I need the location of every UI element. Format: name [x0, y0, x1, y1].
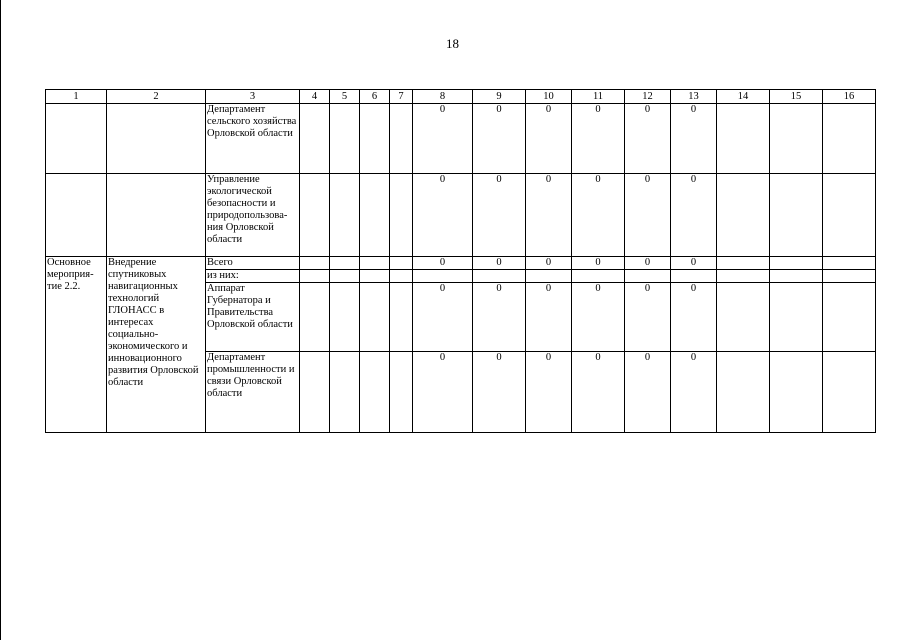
table-row	[46, 104, 876, 174]
value-cell: 0	[413, 257, 473, 270]
value-cell: 0	[526, 104, 572, 174]
value-cell	[300, 283, 330, 352]
value-cell: 0	[625, 104, 671, 174]
value-cell	[413, 270, 473, 283]
value-cell	[390, 257, 413, 270]
value-cell	[572, 270, 625, 283]
value-cell	[823, 283, 876, 352]
page-number: 18	[446, 36, 459, 51]
header-cell: 6	[360, 90, 390, 104]
table-row	[46, 257, 876, 270]
value-cell	[823, 174, 876, 257]
executor-cell: Департамент промышленности и связи Орловской области	[206, 352, 300, 433]
value-cell	[330, 104, 360, 174]
value-cell: 0	[671, 352, 717, 433]
executor-cell: Всего	[206, 257, 300, 270]
event-title-cell: Внедрение спутниковых навигационных технологий ГЛОНАСС в интересах социально-экономического и инновационного развития Орловской области	[107, 257, 206, 433]
value-cell	[770, 174, 823, 257]
value-cell	[526, 270, 572, 283]
value-cell	[360, 174, 390, 257]
value-cell: 0	[625, 257, 671, 270]
value-cell	[390, 283, 413, 352]
value-cell	[770, 257, 823, 270]
executor-cell: Департамент сельского хозяйства Орловской области	[206, 104, 300, 174]
value-cell	[330, 270, 360, 283]
value-cell	[390, 104, 413, 174]
value-cell	[330, 257, 360, 270]
page-left-edge	[0, 0, 1, 640]
value-cell	[300, 352, 330, 433]
value-cell: 0	[572, 257, 625, 270]
data-table	[45, 89, 876, 433]
value-cell	[717, 104, 770, 174]
value-cell: 0	[671, 283, 717, 352]
value-cell: 0	[526, 283, 572, 352]
value-cell	[823, 352, 876, 433]
value-cell	[823, 270, 876, 283]
value-cell: 0	[473, 352, 526, 433]
value-cell: 0	[671, 174, 717, 257]
header-cell: 13	[671, 90, 717, 104]
value-cell	[390, 270, 413, 283]
header-cell: 5	[330, 90, 360, 104]
value-cell: 0	[413, 104, 473, 174]
header-row	[46, 90, 876, 104]
value-cell: 0	[625, 283, 671, 352]
value-cell	[671, 270, 717, 283]
header-cell: 4	[300, 90, 330, 104]
value-cell: 0	[572, 352, 625, 433]
header-cell: 9	[473, 90, 526, 104]
value-cell	[823, 104, 876, 174]
value-cell	[717, 270, 770, 283]
executor-cell: Аппарат Губернатора и Правительства Орловской области	[206, 283, 300, 352]
value-cell: 0	[572, 174, 625, 257]
value-cell: 0	[572, 283, 625, 352]
event-name-cell: Основное мероприя-тие 2.2.	[46, 257, 107, 433]
value-cell	[360, 270, 390, 283]
value-cell	[330, 283, 360, 352]
value-cell	[717, 352, 770, 433]
value-cell	[330, 174, 360, 257]
header-cell: 16	[823, 90, 876, 104]
value-cell	[717, 257, 770, 270]
value-cell	[770, 270, 823, 283]
table-row	[46, 174, 876, 257]
value-cell: 0	[413, 283, 473, 352]
value-cell: 0	[625, 174, 671, 257]
value-cell: 0	[671, 257, 717, 270]
value-cell	[717, 174, 770, 257]
header-cell: 8	[413, 90, 473, 104]
value-cell	[770, 104, 823, 174]
event-name-cell	[46, 174, 107, 257]
event-title-cell	[107, 104, 206, 174]
value-cell: 0	[526, 257, 572, 270]
value-cell	[390, 174, 413, 257]
value-cell: 0	[473, 174, 526, 257]
value-cell: 0	[526, 352, 572, 433]
value-cell	[300, 257, 330, 270]
header-cell: 1	[46, 90, 107, 104]
value-cell	[360, 257, 390, 270]
header-cell: 14	[717, 90, 770, 104]
value-cell: 0	[413, 174, 473, 257]
value-cell	[823, 257, 876, 270]
header-cell: 7	[390, 90, 413, 104]
header-cell: 11	[572, 90, 625, 104]
value-cell	[330, 352, 360, 433]
value-cell: 0	[625, 352, 671, 433]
value-cell	[300, 104, 330, 174]
value-cell: 0	[572, 104, 625, 174]
value-cell	[360, 104, 390, 174]
value-cell	[770, 352, 823, 433]
value-cell: 0	[473, 257, 526, 270]
event-name-cell	[46, 104, 107, 174]
header-cell: 3	[206, 90, 300, 104]
header-cell: 2	[107, 90, 206, 104]
value-cell: 0	[671, 104, 717, 174]
value-cell	[473, 270, 526, 283]
header-cell: 10	[526, 90, 572, 104]
value-cell	[625, 270, 671, 283]
value-cell	[390, 352, 413, 433]
value-cell	[300, 174, 330, 257]
value-cell: 0	[526, 174, 572, 257]
header-cell: 12	[625, 90, 671, 104]
value-cell	[770, 283, 823, 352]
header-cell: 15	[770, 90, 823, 104]
value-cell	[360, 352, 390, 433]
value-cell	[360, 283, 390, 352]
executor-cell: Управление экологической безопасности и природопользова-ния Орловской области	[206, 174, 300, 257]
value-cell: 0	[473, 283, 526, 352]
event-title-cell	[107, 174, 206, 257]
value-cell	[300, 270, 330, 283]
executor-cell: из них:	[206, 270, 300, 283]
value-cell	[717, 283, 770, 352]
value-cell: 0	[473, 104, 526, 174]
value-cell: 0	[413, 352, 473, 433]
